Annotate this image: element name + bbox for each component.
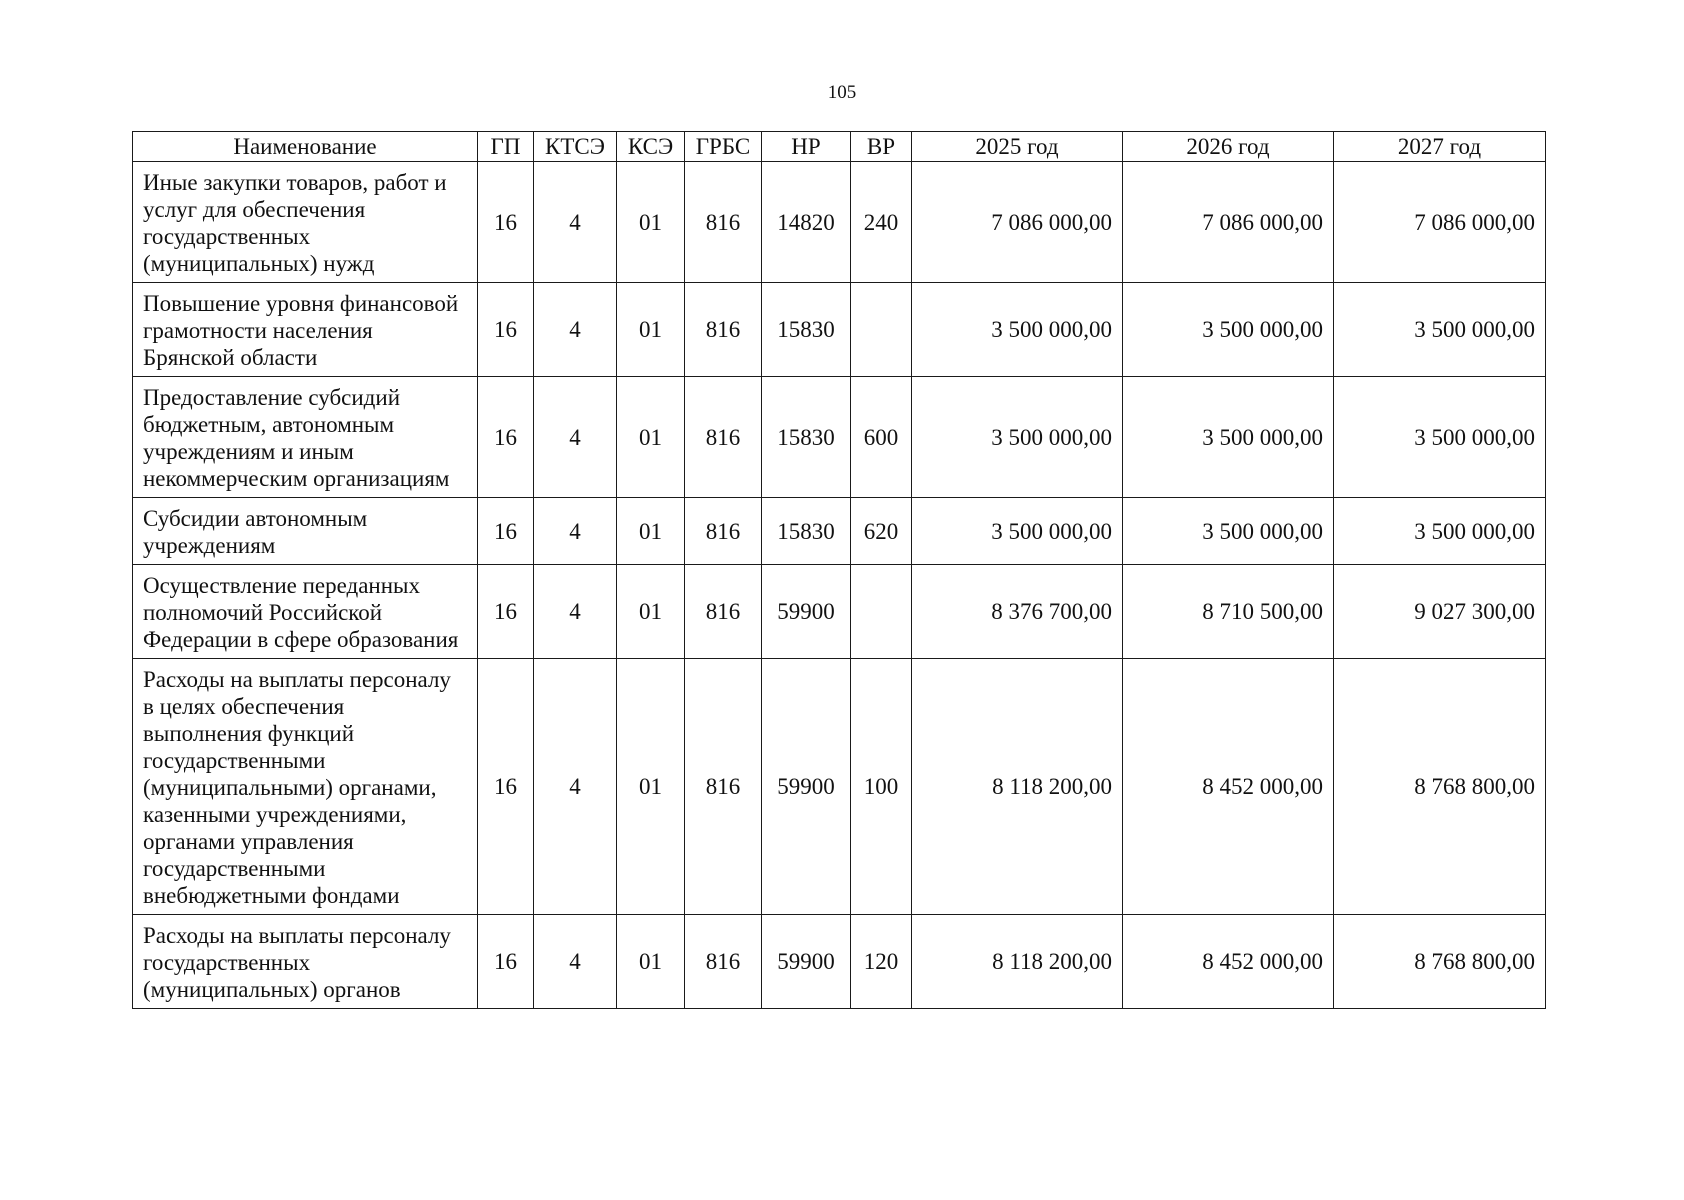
row-name: Предоставление субсидий бюджетным, автономным учреждениям и иным некоммерческим организациям <box>133 377 478 498</box>
table-header-row <box>133 132 1546 162</box>
row-amount-2026: 8 710 500,00 <box>1123 565 1334 659</box>
row-amount-2027: 7 086 000,00 <box>1334 162 1546 283</box>
row-ktse: 4 <box>534 915 617 1009</box>
row-vr: 240 <box>851 162 912 283</box>
header-gp: ГП <box>478 132 534 162</box>
header-grbs: ГРБС <box>685 132 762 162</box>
row-amount-2026: 3 500 000,00 <box>1123 283 1334 377</box>
header-2027: 2027 год <box>1334 132 1546 162</box>
row-amount-2025: 8 118 200,00 <box>912 915 1123 1009</box>
row-gp: 16 <box>478 498 534 565</box>
row-vr: 100 <box>851 659 912 915</box>
header-name: Наименование <box>133 132 478 162</box>
row-name: Иные закупки товаров, работ и услуг для обеспечения государственных (муниципальных) нужд <box>133 162 478 283</box>
row-amount-2027: 3 500 000,00 <box>1334 377 1546 498</box>
table-row <box>133 377 1546 498</box>
row-ktse: 4 <box>534 283 617 377</box>
row-name: Расходы на выплаты персоналу государственных (муниципальных) органов <box>133 915 478 1009</box>
row-amount-2027: 3 500 000,00 <box>1334 283 1546 377</box>
row-gp: 16 <box>478 283 534 377</box>
row-nr: 14820 <box>762 162 851 283</box>
row-name: Расходы на выплаты персоналу в целях обеспечения выполнения функций государственными (муниципальными) органами, казенными учреждениями, органами управления государственными внебюджетными фондами <box>133 659 478 915</box>
row-gp: 16 <box>478 377 534 498</box>
header-kse: КСЭ <box>617 132 685 162</box>
row-nr: 15830 <box>762 377 851 498</box>
row-gp: 16 <box>478 659 534 915</box>
table-row <box>133 498 1546 565</box>
row-vr <box>851 565 912 659</box>
row-amount-2026: 8 452 000,00 <box>1123 915 1334 1009</box>
row-amount-2027: 9 027 300,00 <box>1334 565 1546 659</box>
row-nr: 59900 <box>762 659 851 915</box>
table-row <box>133 659 1546 915</box>
table-row <box>133 915 1546 1009</box>
row-amount-2026: 7 086 000,00 <box>1123 162 1334 283</box>
row-kse: 01 <box>617 162 685 283</box>
row-vr: 620 <box>851 498 912 565</box>
row-nr: 15830 <box>762 498 851 565</box>
row-grbs: 816 <box>685 498 762 565</box>
row-name: Субсидии автономным учреждениям <box>133 498 478 565</box>
row-amount-2025: 3 500 000,00 <box>912 377 1123 498</box>
row-ktse: 4 <box>534 659 617 915</box>
row-grbs: 816 <box>685 162 762 283</box>
row-vr <box>851 283 912 377</box>
row-kse: 01 <box>617 283 685 377</box>
row-amount-2025: 8 376 700,00 <box>912 565 1123 659</box>
row-amount-2025: 3 500 000,00 <box>912 283 1123 377</box>
row-vr: 600 <box>851 377 912 498</box>
row-grbs: 816 <box>685 659 762 915</box>
row-amount-2026: 3 500 000,00 <box>1123 498 1334 565</box>
row-grbs: 816 <box>685 565 762 659</box>
row-nr: 59900 <box>762 565 851 659</box>
table-row <box>133 162 1546 283</box>
row-name: Осуществление переданных полномочий Российской Федерации в сфере образования <box>133 565 478 659</box>
row-nr: 15830 <box>762 283 851 377</box>
header-vr: ВР <box>851 132 912 162</box>
row-grbs: 816 <box>685 377 762 498</box>
row-ktse: 4 <box>534 377 617 498</box>
row-amount-2025: 8 118 200,00 <box>912 659 1123 915</box>
row-amount-2026: 8 452 000,00 <box>1123 659 1334 915</box>
row-grbs: 816 <box>685 283 762 377</box>
table-row <box>133 283 1546 377</box>
header-nr: НР <box>762 132 851 162</box>
header-2025: 2025 год <box>912 132 1123 162</box>
row-ktse: 4 <box>534 162 617 283</box>
row-gp: 16 <box>478 565 534 659</box>
row-name: Повышение уровня финансовой грамотности населения Брянской области <box>133 283 478 377</box>
row-ktse: 4 <box>534 565 617 659</box>
row-gp: 16 <box>478 162 534 283</box>
row-vr: 120 <box>851 915 912 1009</box>
header-ktse: КТСЭ <box>534 132 617 162</box>
row-kse: 01 <box>617 377 685 498</box>
row-amount-2027: 3 500 000,00 <box>1334 498 1546 565</box>
row-amount-2025: 3 500 000,00 <box>912 498 1123 565</box>
budget-table <box>132 131 1546 1009</box>
row-kse: 01 <box>617 498 685 565</box>
row-kse: 01 <box>617 915 685 1009</box>
row-kse: 01 <box>617 659 685 915</box>
row-gp: 16 <box>478 915 534 1009</box>
row-grbs: 816 <box>685 915 762 1009</box>
row-amount-2025: 7 086 000,00 <box>912 162 1123 283</box>
table-row <box>133 565 1546 659</box>
page-number: 105 <box>827 82 857 103</box>
header-2026: 2026 год <box>1123 132 1334 162</box>
row-nr: 59900 <box>762 915 851 1009</box>
row-amount-2027: 8 768 800,00 <box>1334 659 1546 915</box>
row-amount-2026: 3 500 000,00 <box>1123 377 1334 498</box>
row-ktse: 4 <box>534 498 617 565</box>
row-kse: 01 <box>617 565 685 659</box>
row-amount-2027: 8 768 800,00 <box>1334 915 1546 1009</box>
